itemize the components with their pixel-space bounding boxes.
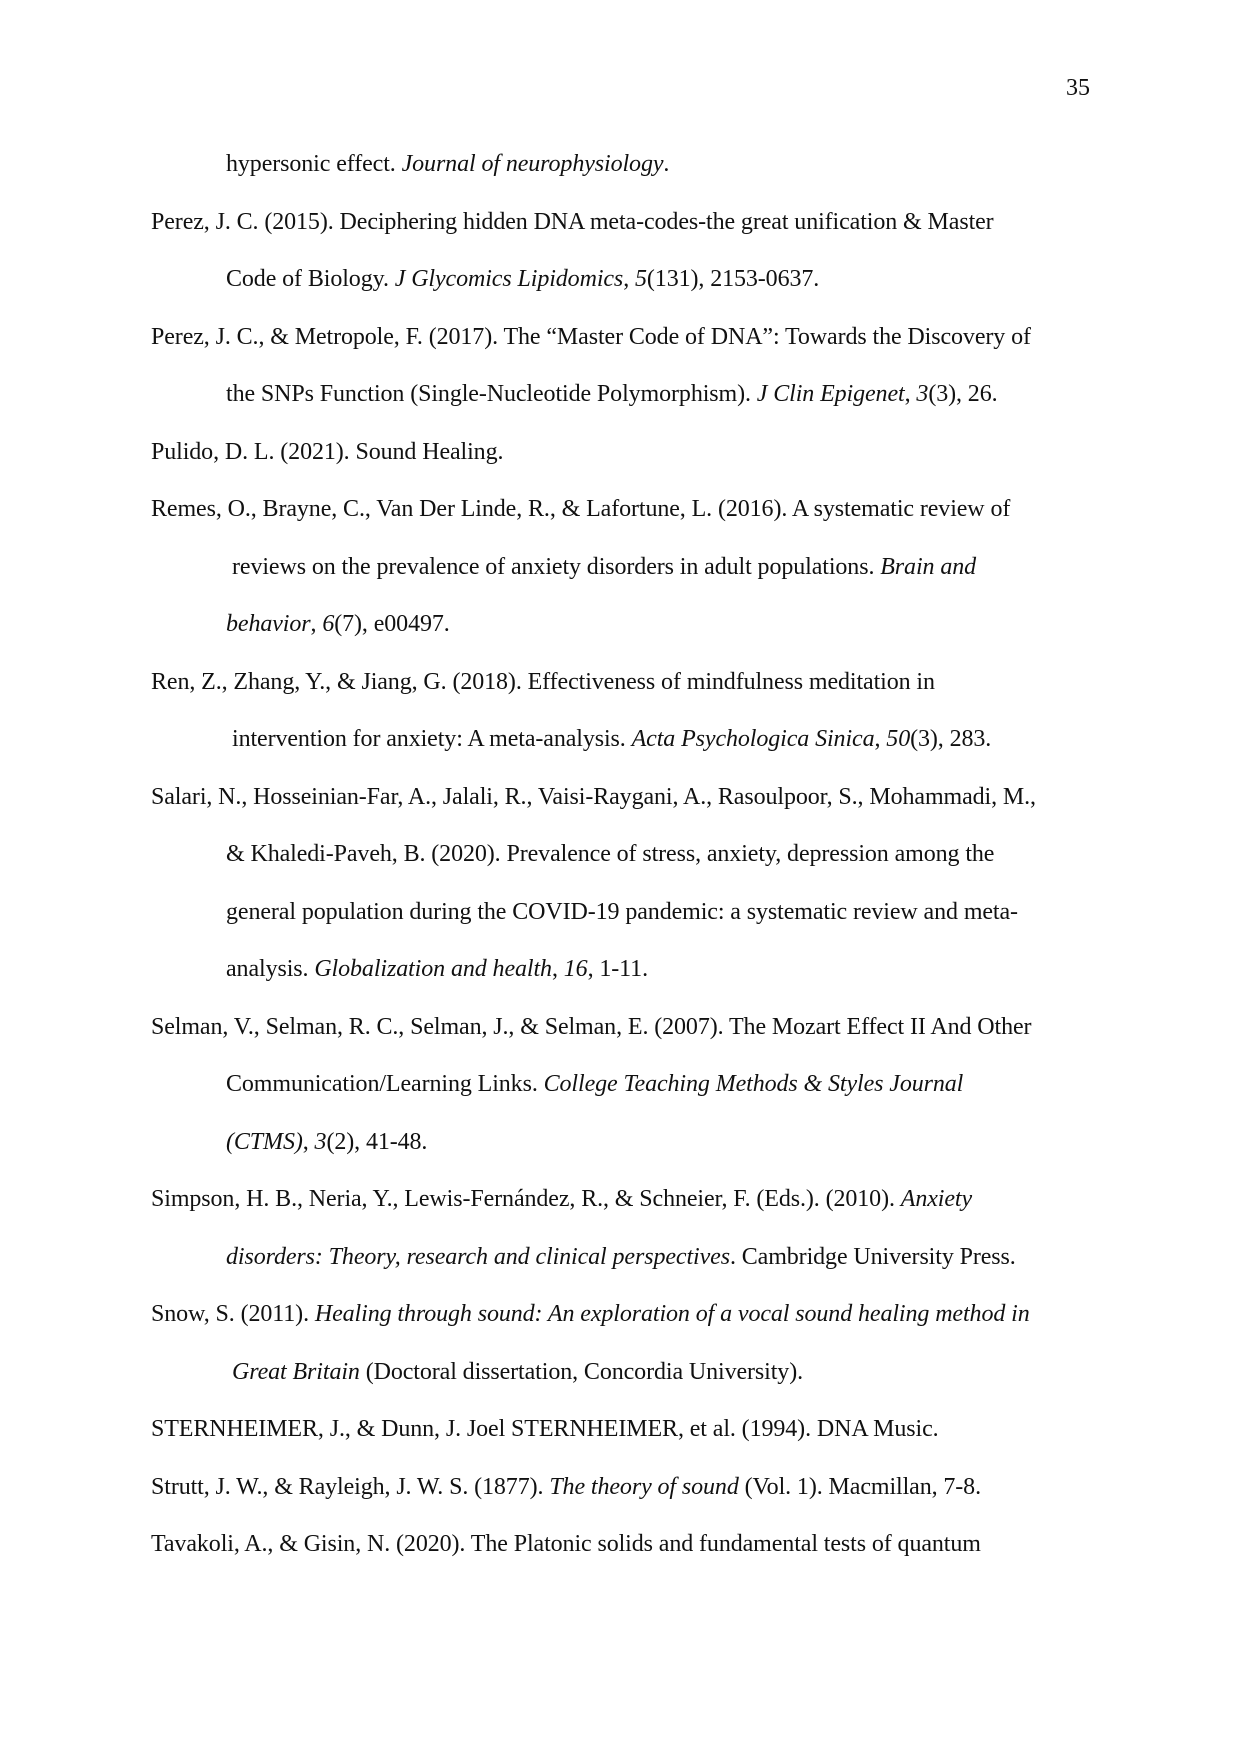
- italic-text: 5: [635, 266, 647, 292]
- reference-text: intervention for anxiety: A meta-analysis.: [232, 726, 632, 752]
- italic-text: (CTMS): [226, 1128, 303, 1155]
- reference-line: [151, 1068, 1091, 1126]
- reference-text: Salari, N., Hosseinian-Far, A., Jalali, R., Vaisi-Raygani, A., Rasoulpoor, S., Mohammadi, M.,: [151, 783, 1036, 810]
- italic-text: Acta Psychologica Sinica: [631, 726, 875, 752]
- reference-text: ,: [302, 1128, 315, 1155]
- reference-line: [151, 551, 1091, 609]
- reference-text: ,: [310, 611, 323, 637]
- italic-text: behavior: [226, 611, 311, 637]
- reference-text: . Cambridge University Press.: [729, 1243, 1016, 1270]
- reference-line: [151, 723, 1091, 781]
- reference-text: Communication/Learning Links.: [226, 1071, 544, 1097]
- reference-text: (3), 26.: [928, 381, 998, 407]
- reference-text: (Doctoral dissertation, Concordia University).: [359, 1358, 804, 1385]
- reference-entry-sternheimer-1994: [151, 1413, 1091, 1471]
- reference-line: [151, 378, 1091, 436]
- reference-line: [151, 1241, 1091, 1299]
- italic-text: Brain and: [880, 553, 977, 580]
- reference-text: hypersonic effect.: [226, 151, 402, 177]
- reference-line: [151, 1356, 1091, 1414]
- reference-entry-salari-2020: [151, 781, 1091, 1011]
- reference-text: Perez, J. C. (2015). Deciphering hidden DNA meta-codes-the great unification & Master: [151, 208, 994, 235]
- reference-text: .: [663, 151, 670, 177]
- italic-text: Healing through sound: An exploration of a vocal sound healing method in: [314, 1301, 1030, 1327]
- reference-line: [151, 263, 1091, 321]
- reference-entry-snow-2011: [151, 1298, 1091, 1413]
- reference-text: (3), 283.: [910, 726, 992, 752]
- italic-text: J Glycomics Lipidomics: [394, 266, 624, 292]
- reference-line: [151, 493, 1091, 551]
- italic-text: 50: [886, 726, 911, 752]
- reference-line: [151, 781, 1091, 839]
- reference-line: [151, 838, 1091, 896]
- italic-text: College Teaching Methods & Styles Journal: [543, 1071, 964, 1097]
- page-number: 35: [1066, 75, 1090, 101]
- reference-line: [151, 1471, 1091, 1529]
- reference-text: general population during the COVID-19 pandemic: a systematic review and meta-: [226, 898, 1018, 925]
- italic-text: J Clin Epigenet: [756, 381, 905, 407]
- italic-text: The theory of sound: [549, 1473, 739, 1500]
- reference-text: ,: [874, 726, 887, 752]
- reference-text: Snow, S. (2011).: [151, 1301, 315, 1327]
- reference-text: & Khaledi-Paveh, B. (2020). Prevalence of stress, anxiety, depression among the: [226, 841, 995, 867]
- reference-text: Perez, J. C., & Metropole, F. (2017). The “Master Code of DNA”: Towards the Discovery of: [151, 323, 1031, 350]
- reference-text: ,: [904, 381, 917, 407]
- reference-line: [151, 148, 1091, 206]
- reference-text: Code of Biology.: [226, 266, 395, 292]
- reference-text: STERNHEIMER, J., & Dunn, J. Joel STERNHEIMER, et al. (1994). DNA Music.: [151, 1416, 939, 1442]
- reference-line: [151, 608, 1091, 666]
- reference-text: reviews on the prevalence of anxiety disorders in adult populations.: [232, 553, 881, 580]
- reference-text: analysis.: [226, 956, 315, 982]
- italic-text: Anxiety: [900, 1186, 973, 1212]
- reference-list: [151, 148, 1091, 1586]
- reference-text: (131), 2153-0637.: [646, 266, 820, 292]
- italic-text: Great Britain: [232, 1358, 360, 1385]
- italic-text: 3: [916, 381, 929, 407]
- reference-entry-perez-2017: [151, 321, 1091, 436]
- reference-entry-simpson-2010: [151, 1183, 1091, 1298]
- reference-text: Simpson, H. B., Neria, Y., Lewis-Fernández, R., & Schneier, F. (Eds.). (2010).: [151, 1186, 901, 1212]
- reference-text: Ren, Z., Zhang, Y., & Jiang, G. (2018). Effectiveness of mindfulness meditation in: [151, 668, 935, 695]
- reference-entry-tavakoli-2020: [151, 1528, 1091, 1586]
- reference-line: [151, 1298, 1091, 1356]
- reference-line: [151, 896, 1091, 954]
- reference-entry-pulido-2021: [151, 436, 1091, 494]
- reference-text: Remes, O., Brayne, C., Van Der Linde, R., & Lafortune, L. (2016). A systematic review of: [151, 496, 1011, 522]
- reference-text: (7), e00497.: [334, 611, 450, 637]
- reference-entry-strutt-1877: [151, 1471, 1091, 1529]
- reference-line: [151, 1183, 1091, 1241]
- reference-entry-selman-2007: [151, 1011, 1091, 1184]
- italic-text: Globalization and health: [314, 956, 552, 982]
- italic-text: disorders: Theory, research and clinical perspectives: [226, 1243, 730, 1270]
- reference-text: ,: [623, 266, 635, 292]
- reference-text: Strutt, J. W., & Rayleigh, J. W. S. (1877).: [151, 1473, 550, 1500]
- reference-entry-ren-2018: [151, 666, 1091, 781]
- reference-text: (Vol. 1). Macmillan, 7-8.: [738, 1473, 981, 1500]
- reference-line: [151, 1413, 1091, 1471]
- reference-entry-perez-2015: [151, 206, 1091, 321]
- reference-entry-remes-2016: [151, 493, 1091, 666]
- italic-text: 3: [314, 1128, 327, 1155]
- reference-text: Selman, V., Selman, R. C., Selman, J., & Selman, E. (2007). The Mozart Effect II And Other: [151, 1013, 1032, 1040]
- reference-text: the SNPs Function (Single-Nucleotide Polymorphism).: [226, 381, 757, 407]
- reference-text: Tavakoli, A., & Gisin, N. (2020). The Platonic solids and fundamental tests of quantum: [151, 1531, 981, 1557]
- italic-text: 6: [322, 611, 335, 637]
- reference-line: [151, 1528, 1091, 1586]
- reference-text: Pulido, D. L. (2021). Sound Healing.: [151, 438, 504, 465]
- italic-text: 16: [563, 956, 588, 982]
- reference-entry-continued: [151, 148, 1091, 206]
- reference-text: , 1-11.: [587, 956, 648, 982]
- reference-line: [151, 1126, 1091, 1184]
- reference-line: [151, 666, 1091, 724]
- reference-text: (2), 41-48.: [326, 1128, 428, 1155]
- reference-line: [151, 206, 1091, 264]
- italic-text: Journal of neurophysiology: [401, 151, 664, 177]
- reference-line: [151, 436, 1091, 494]
- reference-line: [151, 953, 1091, 1011]
- reference-line: [151, 321, 1091, 379]
- reference-line: [151, 1011, 1091, 1069]
- reference-text: ,: [551, 956, 564, 982]
